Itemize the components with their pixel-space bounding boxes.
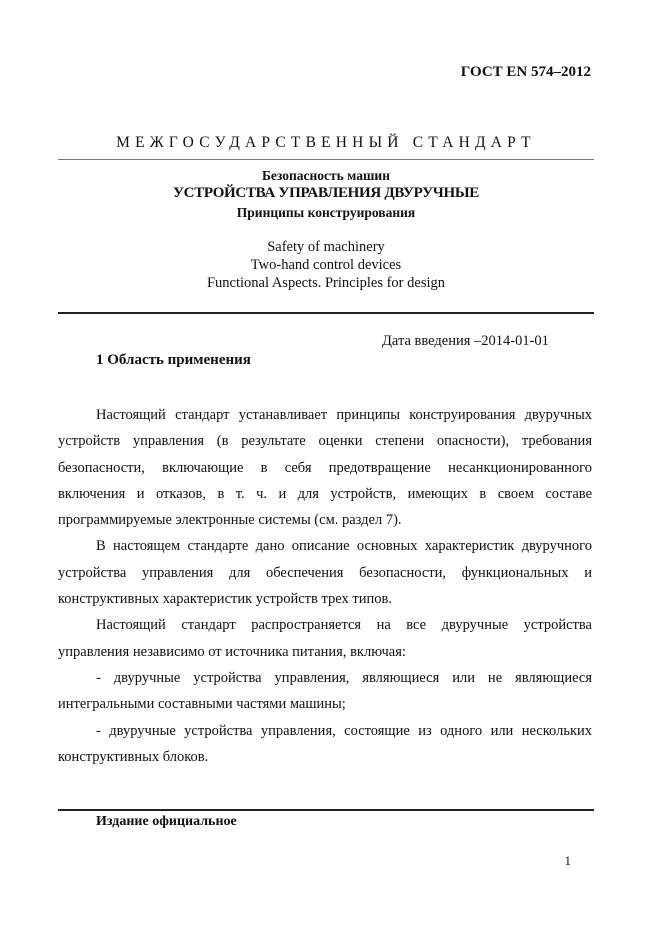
section-heading: 1 Область применения [96, 352, 251, 368]
section-body [58, 402, 592, 770]
interstate-standard-label: МЕЖГОСУДАРСТВЕННЫЙ СТАНДАРТ [116, 134, 536, 151]
list-item-2: - двуручные устройства управления, состоящие из одного или нескольких конструктивных блоков. [58, 722, 592, 765]
paragraph-2: В настоящем стандарте дано описание основных характеристик двуручного устройства управления для обеспечения безопасности, функциональных и конструктивных характеристик устройств трех типов. [58, 538, 592, 608]
header-rule [58, 312, 594, 314]
title-en-line3: Functional Aspects. Principles for design [206, 275, 445, 291]
title-ru-line3: Принципы конструирования [236, 205, 416, 220]
page-number: 1 [564, 853, 571, 868]
list-item-1: - двуручные устройства управления, являющиеся или не являющиеся интегральными составными частями машины; [58, 669, 592, 713]
title-en-line1: Safety of machinery [267, 239, 385, 255]
official-edition-label: Издание официальное [96, 814, 237, 829]
title-en-line2: Two-hand control devices [250, 257, 402, 273]
title-ru-line1: Безопасность машин [261, 168, 390, 183]
introduction-date: Дата введения –2014-01-01 [382, 333, 549, 349]
title-divider [58, 159, 594, 160]
footer-rule [58, 809, 594, 811]
title-ru-line2: УСТРОЙСТВА УПРАВЛЕНИЯ ДВУРУЧНЫЕ [172, 185, 480, 201]
paragraph-3: Настоящий стандарт распространяется на все двуручные устройства управления независимо от источника питания, включая: [58, 617, 592, 660]
paragraph-1: Настоящий стандарт устанавливает принципы конструирования двуручных устройств управления (в результате оценки степени опасности), требования безопасности, включающие в себя предотвращение несанкционированного включения и отказов, в т. ч. и для устройств, имеющих в своем составе программируемые электронные системы (см. раздел 7). [58, 407, 592, 529]
document-code: ГОСТ EN 574–2012 [460, 64, 591, 80]
